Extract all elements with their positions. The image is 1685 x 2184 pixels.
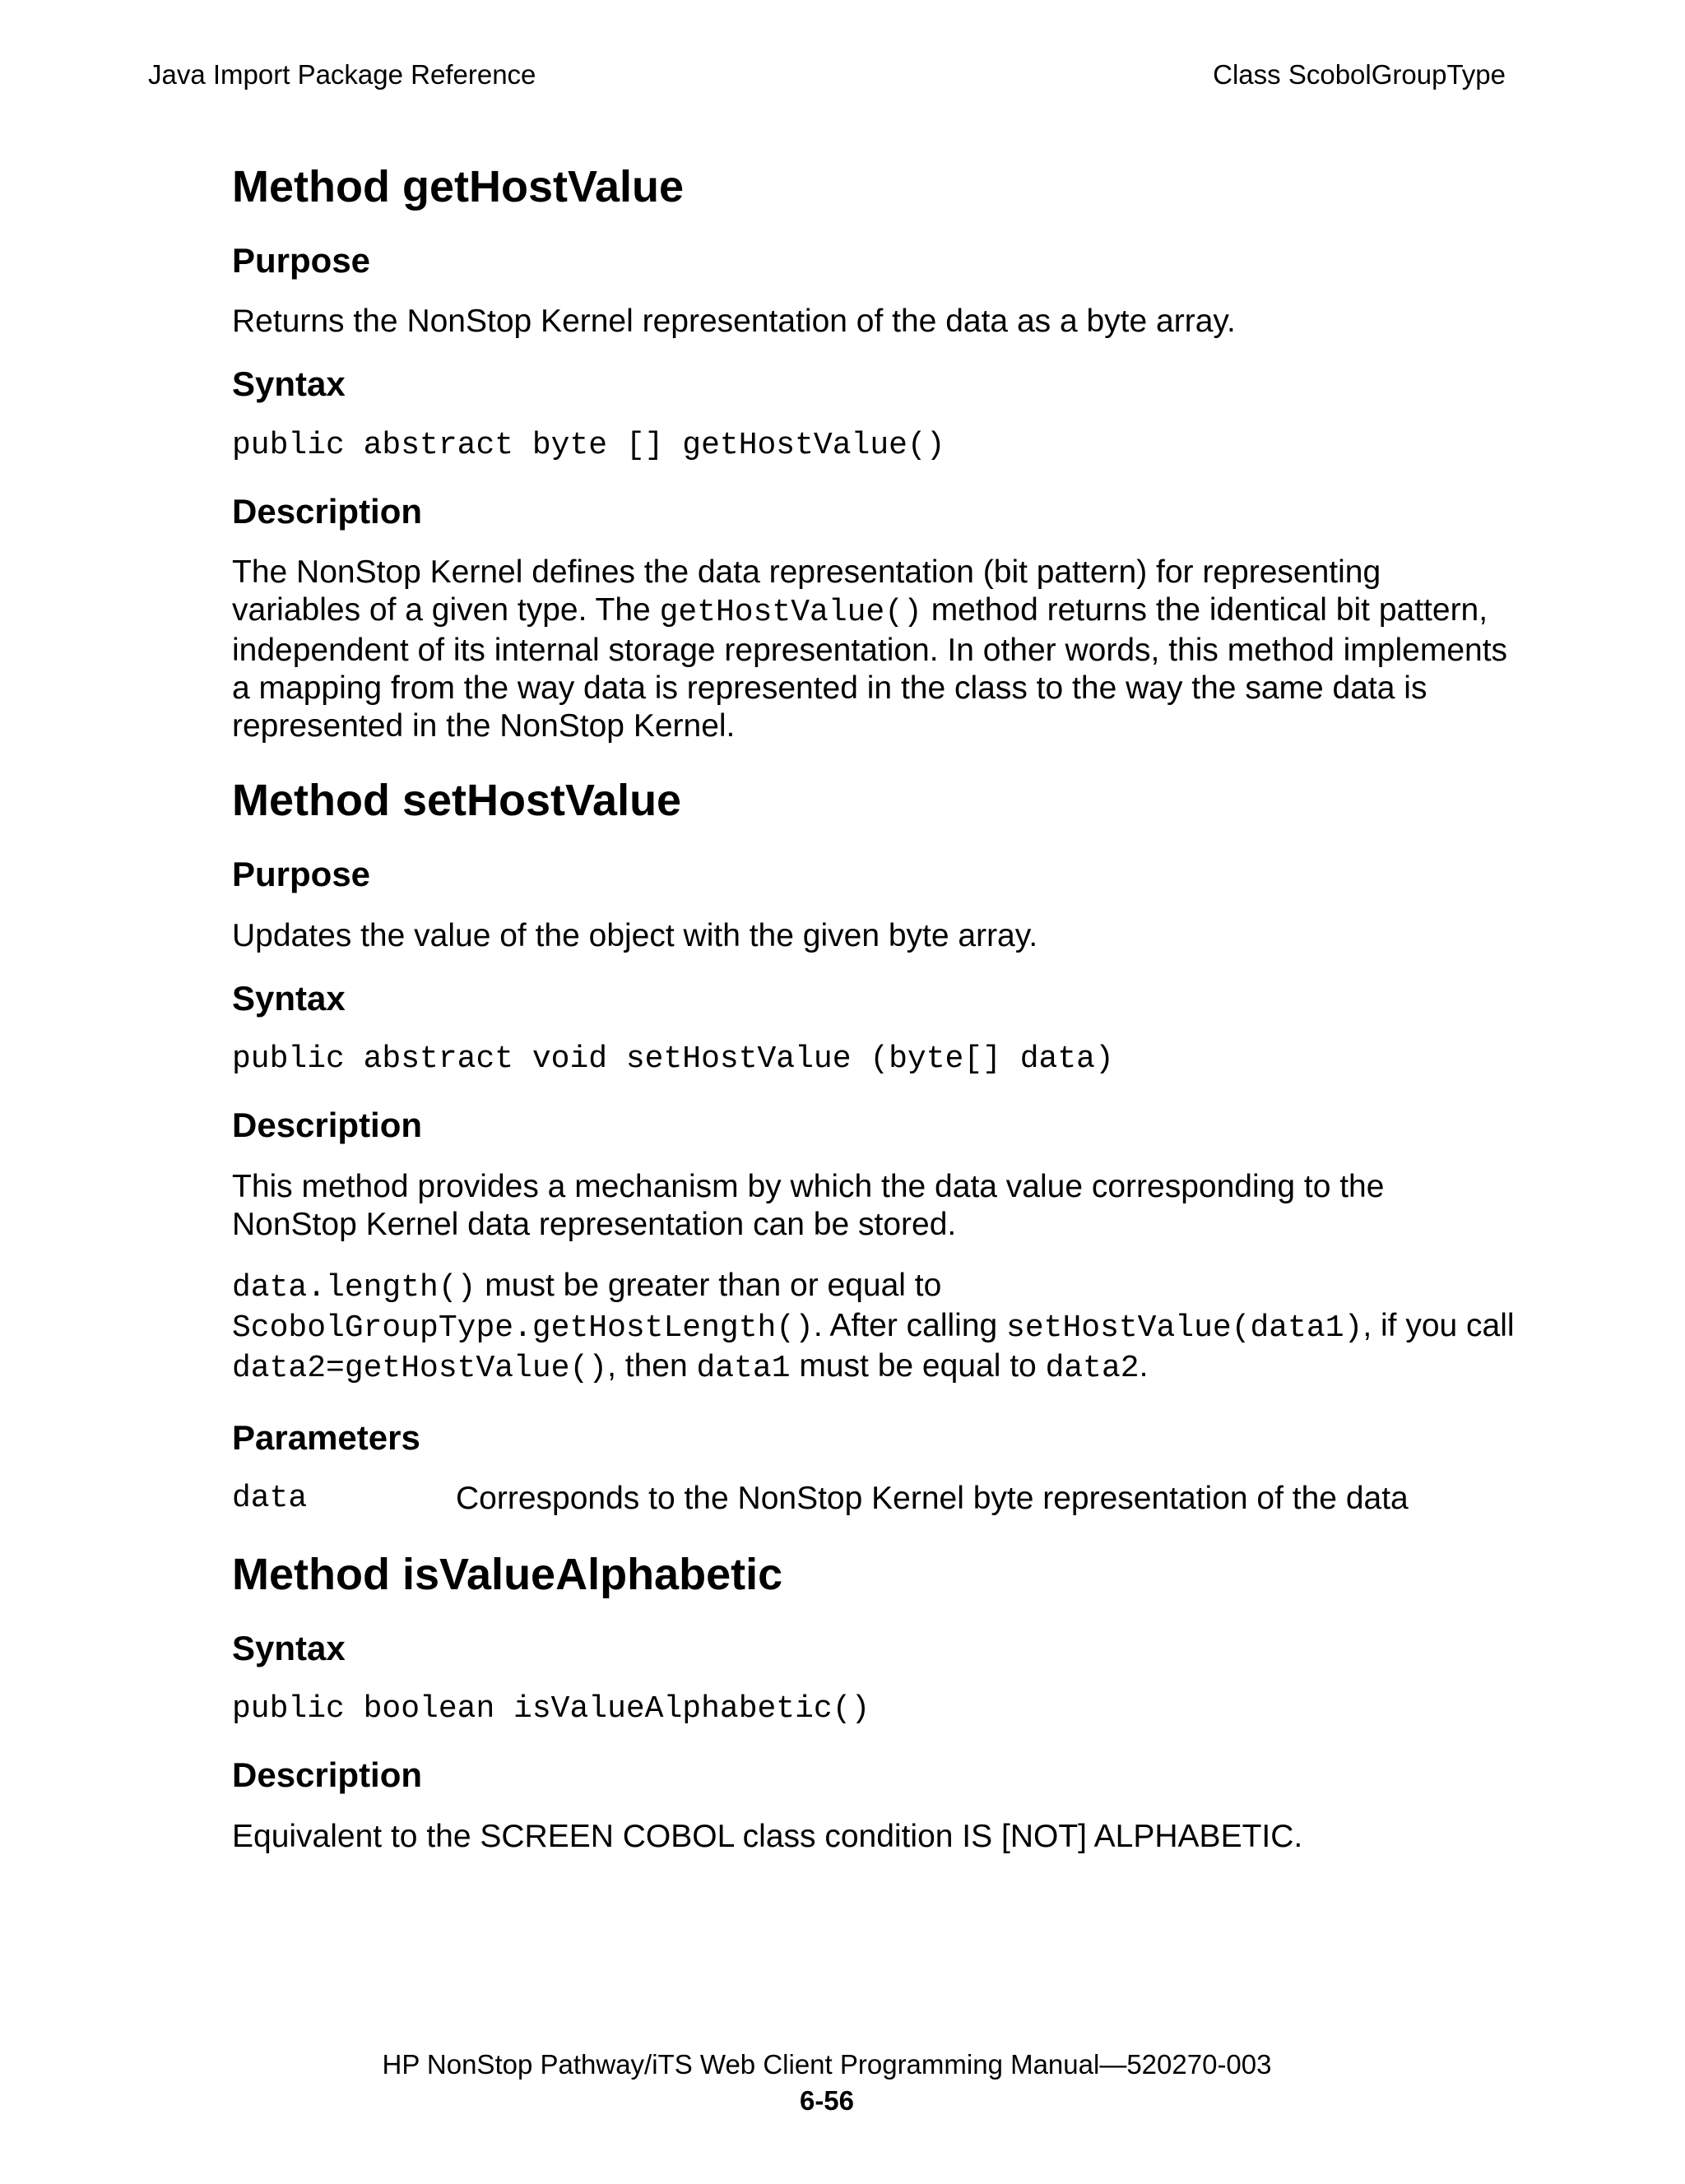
description-text-part: must be equal to — [790, 1347, 1046, 1384]
running-header-right: Class ScobolGroupType — [1213, 59, 1506, 90]
description-heading: Description — [232, 491, 423, 531]
syntax-code: public abstract void setHostValue (byte[] data) — [232, 1041, 1114, 1078]
description-text-part: . After calling — [813, 1307, 1007, 1343]
description-text-part: The NonStop Kernel defines the data representation (bit pattern) for representing variables of a given type. The — [232, 554, 1381, 628]
running-header-left: Java Import Package Reference — [148, 59, 536, 90]
parameter-description: Corresponds to the NonStop Kernel byte representation of the data — [456, 1480, 1409, 1516]
syntax-code: public boolean isValueAlphabetic() — [232, 1691, 870, 1727]
parameter-row — [232, 1480, 1516, 1518]
method-title-gethostvalue: Method getHostValue — [232, 162, 685, 211]
footer-manual-title: HP NonStop Pathway/iTS Web Client Programming Manual—520270-003 — [382, 2049, 1272, 2080]
description-heading: Description — [232, 1106, 423, 1145]
description-text-part: , if you call — [1362, 1307, 1515, 1343]
syntax-heading: Syntax — [232, 364, 346, 404]
purpose-text: Updates the value of the object with the given byte array. — [232, 917, 1038, 953]
description-text: This method provides a mechanism by which the data value corresponding to the NonStop Kernel data representation can be stored. — [232, 1168, 1385, 1242]
purpose-heading: Purpose — [232, 855, 371, 894]
syntax-heading: Syntax — [232, 978, 346, 1018]
description-text-part: , then — [607, 1347, 697, 1384]
syntax-code: public abstract byte [] getHostValue() — [232, 427, 945, 463]
purpose-heading: Purpose — [232, 241, 371, 281]
inline-code: ScobolGroupType.getHostLength() — [232, 1310, 814, 1346]
page-content — [232, 161, 1516, 1879]
description-text-part: must be greater than or equal to — [476, 1267, 942, 1303]
syntax-heading: Syntax — [232, 1629, 346, 1668]
parameters-heading: Parameters — [232, 1417, 420, 1457]
inline-code: data2 — [1045, 1350, 1140, 1386]
method-title-isvaluealphabetic: Method isValueAlphabetic — [232, 1549, 783, 1599]
description-heading: Description — [232, 1755, 423, 1795]
description-text-part: . — [1139, 1347, 1149, 1384]
method-title-sethostvalue: Method setHostValue — [232, 776, 682, 826]
inline-code: getHostValue() — [659, 595, 922, 631]
inline-code: setHostValue(data1) — [1006, 1310, 1363, 1346]
page-number: 6-56 — [799, 2085, 855, 2116]
description-text: Equivalent to the SCREEN COBOL class condition IS [NOT] ALPHABETIC. — [232, 1818, 1303, 1854]
inline-code: data1 — [696, 1350, 791, 1386]
purpose-text: Returns the NonStop Kernel representation of the data as a byte array. — [232, 304, 1236, 340]
description-text — [232, 554, 1516, 745]
page-footer — [0, 2047, 1654, 2119]
inline-code: data2=getHostValue() — [232, 1350, 608, 1386]
parameter-name: data — [232, 1480, 308, 1516]
inline-code: data.length() — [232, 1269, 476, 1305]
description-constraint-text — [232, 1267, 1516, 1388]
description-text-part: method returns the identical bit pattern, independent of its internal storage representation. In other words, this method implements a mapping from the way data is represented in the class to the way the same data is represented in the NonStop Kernel. — [232, 592, 1508, 744]
